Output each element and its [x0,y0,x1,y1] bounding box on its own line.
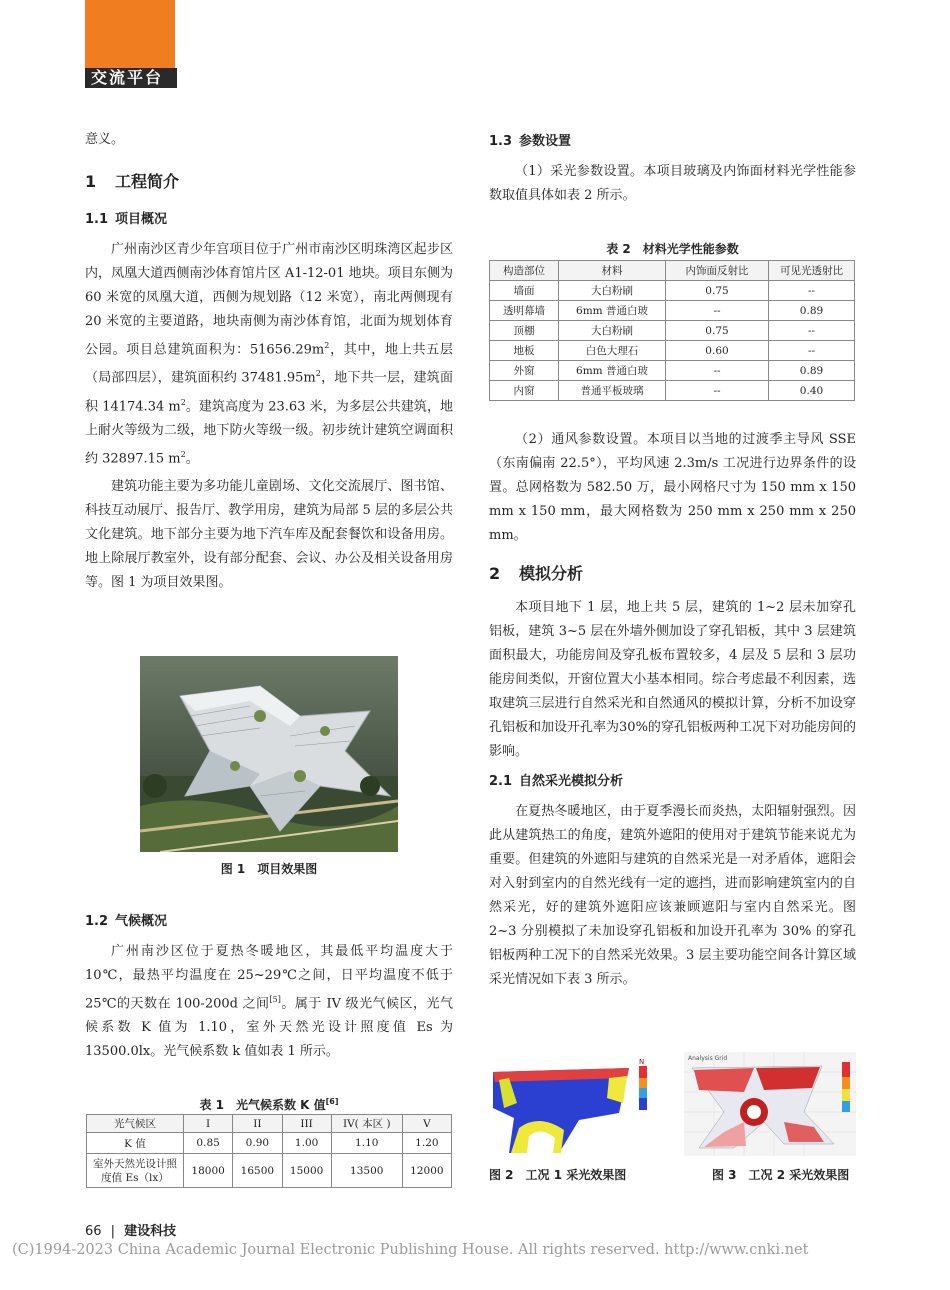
section-number: 2.1 [489,774,513,789]
table-header-cell: I [184,1115,233,1133]
table-cell: K 值 [87,1133,184,1154]
page-number: 66 [85,1224,102,1239]
right-column [489,130,856,208]
table-header-cell: III [282,1115,331,1133]
superscript: 2 [180,397,186,407]
table-header-cell: V [402,1115,451,1133]
table-cell: 墙面 [490,281,559,301]
paragraph-daylight-params: （1）采光参数设置。本项目玻璃及内饰面材料光学性能参数取值具体如表 2 所示。 [489,164,856,203]
table-cell: 1.10 [331,1133,402,1154]
table-cell: 6mm 普通白玻 [559,301,666,321]
table-header-cell: II [233,1115,282,1133]
table-cell: 6mm 普通白玻 [559,361,666,381]
table-header-row [490,261,855,281]
figure-3-daylight-case-2 [684,1052,856,1156]
section-2-heading [489,562,856,586]
table-cell: 12000 [402,1154,451,1188]
table-header-cell: IV( 本区 ) [331,1115,402,1133]
table-cell: 0.75 [666,321,769,341]
table-row [490,281,855,301]
table-cell: -- [666,381,769,401]
caption-text: 表 1 光气候系数 K 值 [199,1098,326,1112]
section-1-1-heading [85,208,453,232]
left-column [85,128,453,595]
table-cell: 16500 [233,1154,282,1188]
section-2-1-heading [489,770,856,794]
section-title: 参数设置 [519,134,572,149]
table-cell: 0.40 [769,381,855,401]
table-cell: 15000 [282,1154,331,1188]
section-title: 项目概况 [115,212,168,227]
section-label: 交流平台 [85,68,177,88]
table-cell: 外窗 [490,361,559,381]
header-color-block [85,0,175,70]
table-row [490,341,855,361]
table-cell: -- [769,321,855,341]
section-title: 工程简介 [115,172,180,191]
table-2-caption: 表 2 材料光学性能参数 [606,242,739,256]
table-header-cell: 材料 [559,261,666,281]
paragraph-ventilation-params: （2）通风参数设置。本项目以当地的过渡季主导风 SSE（东南偏南 22.5°），平均风速 2.3m/s 工况进行边界条件的设置。总网格数为 582.50 万，最小网格尺寸为 150 mm x 150 mm x 150 mm，最大网格数为 250 mm x 250 mm x 250 mm。 [489,432,856,543]
table-cell: 白色大理石 [559,341,666,361]
right-column-middle [489,428,856,992]
table-cell: 0.85 [184,1133,233,1154]
section-number: 1 [85,172,97,191]
text-run: 广州南沙区位于夏热冬暖地区，其最低平均温度大于 10℃，最热平均温度在 25~29℃之间，日平均温度不低于 25℃的天数在 100-200d 之间 [85,944,453,1012]
table-header-row [87,1115,452,1133]
figure-title: Analysis Grid [688,1055,728,1062]
table-cell: 0.60 [666,341,769,361]
section-number: 1.1 [85,212,109,227]
table-cell: 0.89 [769,361,855,381]
daylight-heatmap-case-1 [489,1058,665,1158]
section-number: 2 [489,564,501,583]
table-cell: 1.00 [282,1133,331,1154]
table-cell: -- [666,361,769,381]
text-run: 广州南沙区青少年宫项目位于广州市南沙区明珠湾区起步区内，凤凰大道西侧南沙体育馆片区 A1-12-01 地块。项目东侧为 60 米宽的凤凰大道，西侧为规划路（12 米宽），南北两侧现有 20 米宽的主要道路，地块南侧为南沙体育馆，北面为规划体育公园。项目总建筑面积为：51656.29m [85,242,453,358]
table-cell: 0.89 [769,301,855,321]
table-cell: -- [769,341,855,361]
table-cell: 大白粉刷 [559,281,666,301]
journal-name: 建设科技 [124,1224,177,1239]
section-number: 1.2 [85,914,109,929]
figure-3-caption: 图 3 工况 2 采光效果图 [712,1168,850,1182]
table-cell: 透明幕墙 [490,301,559,321]
figure-1-caption: 图 1 项目效果图 [220,862,318,876]
daylight-heatmap-case-2 [684,1052,856,1156]
section-1-heading [85,170,453,194]
table-cell: 地板 [490,341,559,361]
table-cell: 顶棚 [490,321,559,341]
intro-tail: 意义。 [85,132,125,147]
superscript: 2 [180,449,186,459]
table-row [490,361,855,381]
paragraph-simulation-analysis: 本项目地下 1 层，地上共 5 层，建筑的 1~2 层未加穿孔铝板，建筑 3~5 层在外墙外侧加设了穿孔铝板，其中 3 层建筑面积最大，功能房间及穿孔板布置较多，4 层及 5 层和 3 层功能房间类似，开窗位置大小基本相同。综合考虑最不利因素，选取建筑三层进行自然采光和自然通风的模拟计算，分析不加设穿孔铝板和加设开孔率为30%的穿孔铝板两种工况下对功能房间的影响。 [489,600,856,759]
table-cell: 18000 [184,1154,233,1188]
figure-1-rendering [140,656,398,852]
footer-separator: | [110,1224,116,1239]
page-footer [85,1220,385,1240]
text-run: 。 [185,451,199,467]
table-cell: 0.75 [666,281,769,301]
superscript: 2 [324,341,330,350]
table-cell: 室外天然光设计照度值 Es（lx） [87,1154,184,1188]
table-2 [489,260,855,401]
table-cell: 1.20 [402,1133,451,1154]
paragraph-project-overview [85,238,453,471]
table-cell: 13500 [331,1154,402,1188]
table-header-cell: 可见光透射比 [769,261,855,281]
table-cell: 大白粉刷 [559,321,666,341]
copyright-line: (C)1994-2023 China Academic Journal Electronic Publishing House. All rights reserved. http://www.cnki.net [12,1242,809,1258]
left-column-lower [85,910,453,1064]
legend-label: N [639,1058,645,1066]
paragraph-climate [85,940,453,1064]
figure-2-caption: 图 2 工况 1 采光效果图 [489,1168,627,1182]
table-row [490,301,855,321]
section-1-2-heading [85,910,453,934]
text-run: ，地下共一层，建筑面积 14174.34 m [85,370,453,414]
table-header-cell: 构造部位 [490,261,559,281]
section-1-3-heading [489,130,856,154]
text-run: 。建筑高度为 23.63 米，为多层公共建筑，地上耐火等级为二级，地下防火等级一级。初步统计建筑空调面积约 32897.15 m [85,398,453,467]
table-row [490,321,855,341]
table-row [87,1133,452,1154]
citation: [6] [325,1097,339,1106]
building-rendering-image [140,656,398,852]
table-header-cell: 光气候区 [87,1115,184,1133]
section-title: 模拟分析 [519,564,584,583]
section-title: 自然采光模拟分析 [519,774,624,789]
paragraph-daylight-analysis: 在夏热冬暖地区，由于夏季漫长而炎热，太阳辐射强烈。因此从建筑热工的角度，建筑外遮阳的使用对于建筑节能来说尤为重要。但建筑的外遮阳与建筑的自然采光是一对矛盾体，遮阳会对入射到室内的自然光线有一定的遮挡，进而影响建筑室内的自然采光，好的建筑外遮阳应该兼顾遮阳与室内自然采光。图 2~3 分别模拟了未加设穿孔铝板和加设开孔率为 30% 的穿孔铝板两种工况下的自然采光效果。3 层主要功能空间各计算区域采光情况如下表 3 所示。 [489,804,856,987]
table-1 [86,1114,452,1188]
section-number: 1.3 [489,134,513,149]
text-run: 。属于 IV 级光气候区，光气候系数 K 值为 1.10，室外天然光设计照度值 Es 为 13500.0lx。光气候系数 k 值如表 1 所示。 [85,996,453,1060]
text-run: ，其中，地上共五层（局部四层），建筑面积约 37481.95m [85,342,453,386]
superscript: 2 [315,369,321,379]
table-cell: 内窗 [490,381,559,401]
table-header-cell: 内饰面反射比 [666,261,769,281]
figure-2-daylight-case-1 [489,1058,665,1158]
table-cell: 普通平板玻璃 [559,381,666,401]
table-row [87,1154,452,1188]
citation: [5] [269,995,281,1004]
table-cell: -- [769,281,855,301]
paragraph-building-function: 建筑功能主要为多功能儿童剧场、文化交流展厅、图书馆、科技互动展厅、报告厅、教学用房，建筑为局部 5 层的多层公共文化建筑。地下部分主要为地下汽车库及配套餐饮和设备用房。地上除展厅教室外，设有部分配套、会议、办公及相关设备用房等。图 1 为项目效果图。 [85,479,453,591]
table-cell: -- [666,301,769,321]
table-cell: 0.90 [233,1133,282,1154]
table-row [490,381,855,401]
table-1-caption [85,1096,453,1113]
section-title: 气候概况 [115,914,168,929]
